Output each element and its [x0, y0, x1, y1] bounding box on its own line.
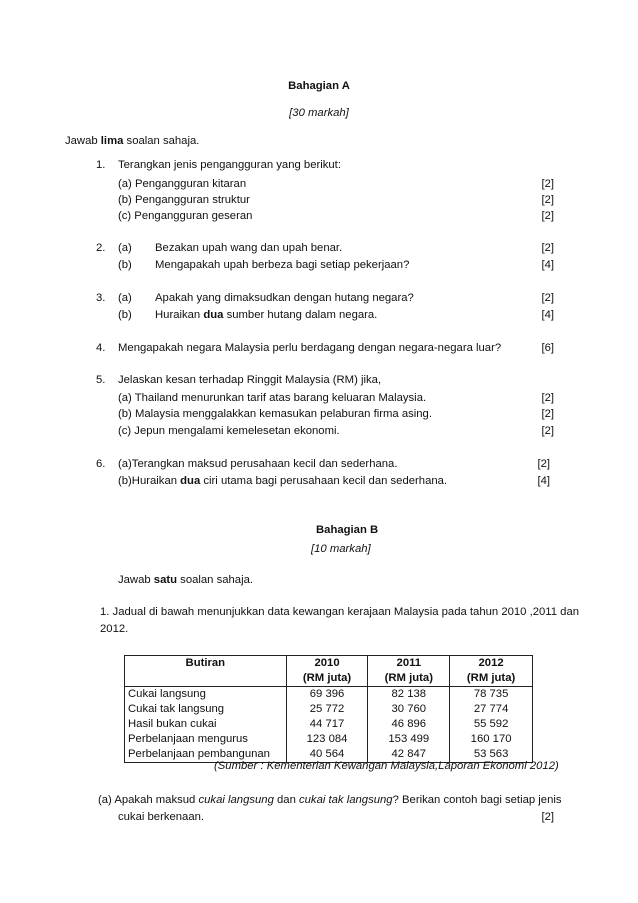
section-b-marks: [10 markah] — [311, 543, 371, 555]
question-stem: 1. Jadual di bawah menunjukkan data kewangan kerajaan Malaysia pada tahun 2010 ,2011 dan — [100, 606, 580, 618]
question-emphasis: dua — [203, 309, 224, 321]
question-mark: [2] — [537, 458, 550, 470]
question-mark: [6] — [541, 342, 554, 354]
question-part-label: (a) — [118, 242, 132, 254]
question-part: (c) Pengangguran geseran — [118, 210, 253, 222]
question-part — [98, 794, 562, 806]
question-part: Bezakan upah wang dan upah benar. — [155, 242, 343, 254]
question-part: (a) Pengangguran kitaran — [118, 178, 247, 190]
table-row — [125, 702, 533, 717]
table-header-unit: (RM juta) — [384, 672, 433, 684]
table-cell: Perbelanjaan pembangunan — [125, 747, 287, 763]
question-term: cukai langsung — [198, 794, 274, 806]
instruction-text: soalan sahaja. — [177, 574, 254, 586]
table-source: (Sumber : Kementerian Kewangan Malaysia,Laporan Ekonomi 2012) — [214, 760, 559, 772]
table-header-year: 2010 — [314, 657, 340, 669]
question-part: (b) Malaysia menggalakkan kemasukan pelaburan firma asing. — [118, 408, 432, 420]
question-part-label: (a) — [118, 292, 132, 304]
question-part: (b) Pengangguran struktur — [118, 194, 250, 206]
table-row — [125, 732, 533, 747]
question-number: 6. — [96, 458, 106, 470]
table-cell: 78 735 — [450, 687, 533, 703]
section-a-marks: [30 markah] — [289, 107, 349, 119]
question-stem-continued: 2012. — [100, 623, 129, 635]
table-cell: Cukai tak langsung — [125, 702, 287, 717]
section-b-instruction — [118, 574, 253, 586]
question-mark: [2] — [541, 425, 554, 437]
instruction-text: soalan sahaja. — [123, 135, 200, 147]
table-cell: 160 170 — [450, 732, 533, 747]
question-part-label: (b) — [118, 309, 132, 321]
table-header-year: 2012 — [478, 657, 504, 669]
question-number: 4. — [96, 342, 106, 354]
question-part: (a) Thailand menurunkan tarif atas barang keluaran Malaysia. — [118, 392, 427, 404]
question-text: ciri utama bagi perusahaan kecil dan sederhana. — [200, 475, 448, 487]
question-stem: Terangkan jenis pengangguran yang berikut: — [118, 159, 341, 171]
finance-data-table — [124, 655, 533, 763]
question-part: (c) Jepun mengalami kemelesetan ekonomi. — [118, 425, 340, 437]
question-mark: [2] — [541, 178, 554, 190]
table-header-cell — [286, 656, 368, 687]
table-header-cell: Butiran — [125, 656, 287, 687]
question-part-continued: cukai berkenaan. — [118, 811, 205, 823]
question-mark: [2] — [541, 242, 554, 254]
question-text: Huraikan — [155, 309, 204, 321]
table-header-cell — [368, 656, 450, 687]
instruction-emphasis: lima — [100, 135, 124, 147]
question-emphasis: dua — [180, 475, 201, 487]
question-number: 2. — [96, 242, 106, 254]
table-row — [125, 687, 533, 703]
table-header-year: 2011 — [396, 657, 422, 669]
table-header-cell — [450, 656, 533, 687]
question-number: 3. — [96, 292, 106, 304]
section-a-title: Bahagian A — [288, 80, 350, 92]
instruction-emphasis: satu — [153, 574, 178, 586]
table-cell: 153 499 — [368, 732, 450, 747]
question-part — [118, 475, 447, 487]
table-row — [125, 717, 533, 732]
question-mark: [2] — [541, 292, 554, 304]
question-mark: [2] — [541, 194, 554, 206]
question-term: cukai tak langsung — [299, 794, 393, 806]
question-text: (a) Apakah maksud — [98, 794, 199, 806]
instruction-text: Jawab — [118, 574, 154, 586]
question-text: ? Berikan contoh bagi setiap jenis — [392, 794, 562, 806]
table-cell: 55 592 — [450, 717, 533, 732]
question-text: (b)Huraikan — [118, 475, 181, 487]
table-cell: 25 772 — [286, 702, 368, 717]
question-stem: Mengapakah negara Malaysia perlu berdagang dengan negara-negara luar? — [118, 342, 502, 354]
question-mark: [4] — [541, 309, 554, 321]
question-mark: [2] — [541, 392, 554, 404]
table-cell: Perbelanjaan mengurus — [125, 732, 287, 747]
question-part-label: (b) — [118, 259, 132, 271]
question-number: 1. — [96, 159, 106, 171]
table-cell: 42 847 — [368, 747, 450, 763]
question-stem: Jelaskan kesan terhadap Ringgit Malaysia (RM) jika, — [118, 374, 382, 386]
instruction-text: Jawab — [65, 135, 101, 147]
table-cell: 40 564 — [286, 747, 368, 763]
question-mark: [2] — [541, 408, 554, 420]
table-cell: 46 896 — [368, 717, 450, 732]
table-cell: 53 563 — [450, 747, 533, 763]
question-part: Apakah yang dimaksudkan dengan hutang negara? — [155, 292, 414, 304]
question-text: dan — [273, 794, 299, 806]
question-mark: [2] — [541, 210, 554, 222]
table-cell: Hasil bukan cukai — [125, 717, 287, 732]
question-part: (a)Terangkan maksud perusahaan kecil dan sederhana. — [118, 458, 398, 470]
question-text: sumber hutang dalam negara. — [223, 309, 378, 321]
question-mark: [4] — [537, 475, 550, 487]
question-mark: [2] — [541, 811, 554, 823]
table-header-unit: (RM juta) — [302, 672, 352, 684]
table-cell: 30 760 — [368, 702, 450, 717]
table-cell: 69 396 — [286, 687, 368, 703]
table-cell: 82 138 — [368, 687, 450, 703]
table-cell: 44 717 — [286, 717, 368, 732]
table-header-unit: (RM juta) — [466, 672, 516, 684]
section-a-instruction — [65, 135, 199, 147]
question-mark: [4] — [541, 259, 554, 271]
question-number: 5. — [96, 374, 106, 386]
question-part — [155, 309, 377, 321]
table-cell: 123 084 — [286, 732, 368, 747]
table-cell: 27 774 — [450, 702, 533, 717]
section-b-title: Bahagian B — [316, 524, 379, 536]
table-cell: Cukai langsung — [125, 687, 287, 703]
table-header-row — [125, 656, 533, 687]
question-part: Mengapakah upah berbeza bagi setiap pekerjaan? — [155, 259, 410, 271]
